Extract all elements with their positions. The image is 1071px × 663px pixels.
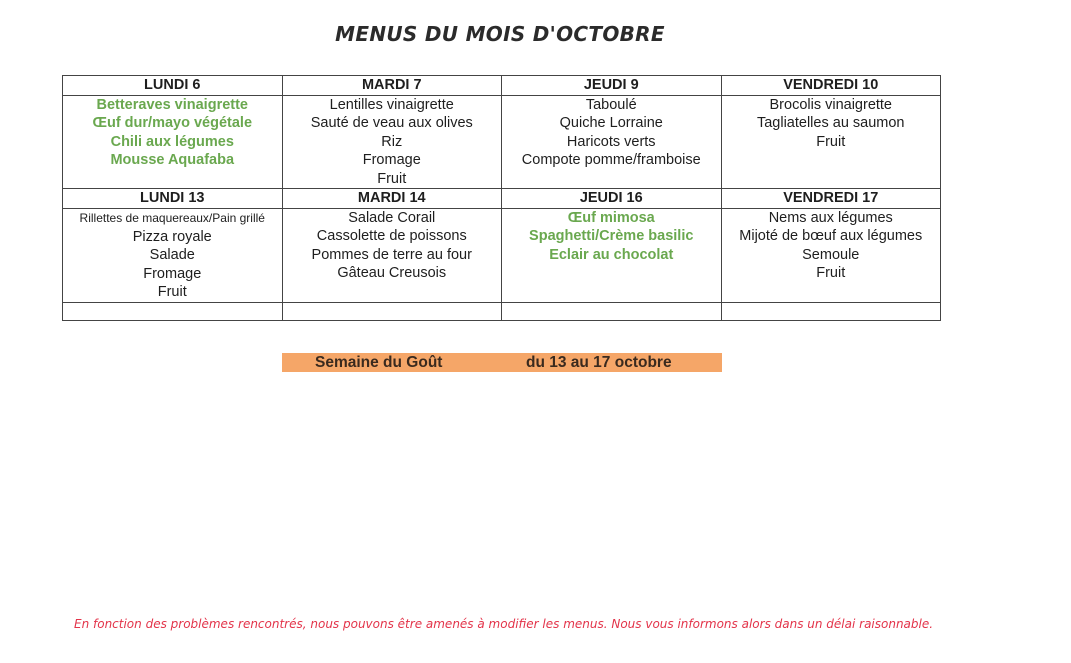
menu-cell-mardi-14 <box>282 208 502 302</box>
dish: Betteraves vinaigrette <box>96 96 248 113</box>
dish: Fruit <box>816 133 846 150</box>
menu-cell-mardi-7 <box>282 95 502 189</box>
banner-label: Semaine du Goût <box>315 354 443 371</box>
dish: Tagliatelles au saumon <box>756 115 905 131</box>
dish: Pizza royale <box>132 228 212 245</box>
day-header-jeudi-16: JEUDI 16 <box>502 189 722 209</box>
dish: Salade Corail <box>348 209 436 226</box>
dish: Semoule <box>802 246 860 263</box>
dish: Fromage <box>143 265 202 282</box>
day-header-lundi-13: LUNDI 13 <box>63 189 283 209</box>
page-title: MENUS DU MOIS D'OCTOBRE <box>335 22 665 46</box>
dish: Lentilles vinaigrette <box>329 96 454 113</box>
dish: Nems aux légumes <box>768 209 893 226</box>
dish: Œuf dur/mayo végétale <box>92 115 253 131</box>
dish: Rillettes de maquereaux/Pain grillé <box>79 210 265 225</box>
dish: Pommes de terre au four <box>311 246 472 263</box>
empty-cell <box>63 302 283 320</box>
menu-cell-vendredi-10 <box>721 95 941 189</box>
dish: Compote pomme/framboise <box>521 152 701 168</box>
dish: Mijoté de bœuf aux légumes <box>739 228 923 244</box>
dish: Fruit <box>157 284 187 300</box>
dish: Haricots verts <box>566 133 656 150</box>
dish: Spaghetti/Crème basilic <box>529 228 694 244</box>
dish: Fruit <box>377 170 407 187</box>
menu-table <box>62 75 941 321</box>
empty-cell <box>502 302 722 320</box>
menu-cell-jeudi-9 <box>502 95 722 189</box>
dish: Eclair au chocolat <box>549 246 674 263</box>
dish: Mousse Aquafaba <box>110 152 235 168</box>
week1-header-row <box>63 76 941 96</box>
empty-cell <box>721 302 941 320</box>
dish: Cassolette de poissons <box>316 228 467 244</box>
dish: Gâteau Creusois <box>337 265 447 281</box>
week2-menu-row <box>63 208 941 302</box>
menu-cell-jeudi-16 <box>502 208 722 302</box>
dish: Fromage <box>362 152 421 168</box>
disclaimer-note: En fonction des problèmes rencontrés, nous pouvons être amenés à modifier les menus. Nous vous informons alors dans un délai raisonnable. <box>74 617 934 631</box>
dish: Sauté de veau aux olives <box>310 115 473 131</box>
dish: Brocolis vinaigrette <box>769 96 892 113</box>
empty-cell <box>282 302 502 320</box>
menu-cell-lundi-13 <box>63 208 283 302</box>
day-header-mardi-7: MARDI 7 <box>282 76 502 96</box>
dish: Chili aux légumes <box>110 133 234 150</box>
menu-cell-lundi-6 <box>63 95 283 189</box>
day-header-mardi-14: MARDI 14 <box>282 189 502 209</box>
dish: Taboulé <box>585 96 637 113</box>
menu-cell-vendredi-17 <box>721 208 941 302</box>
empty-row <box>63 302 941 320</box>
banner-dates: du 13 au 17 octobre <box>526 354 672 371</box>
dish: Riz <box>381 133 403 150</box>
dish: Salade <box>149 247 195 263</box>
semaine-du-gout-banner <box>282 353 722 372</box>
day-header-vendredi-17: VENDREDI 17 <box>721 189 941 209</box>
dish: Quiche Lorraine <box>559 115 663 131</box>
week2-header-row <box>63 189 941 209</box>
day-header-lundi-6: LUNDI 6 <box>63 76 283 96</box>
day-header-vendredi-10: VENDREDI 10 <box>721 76 941 96</box>
dish: Œuf mimosa <box>567 209 655 226</box>
week1-menu-row <box>63 95 941 189</box>
dish: Fruit <box>816 265 846 281</box>
day-header-jeudi-9: JEUDI 9 <box>502 76 722 96</box>
